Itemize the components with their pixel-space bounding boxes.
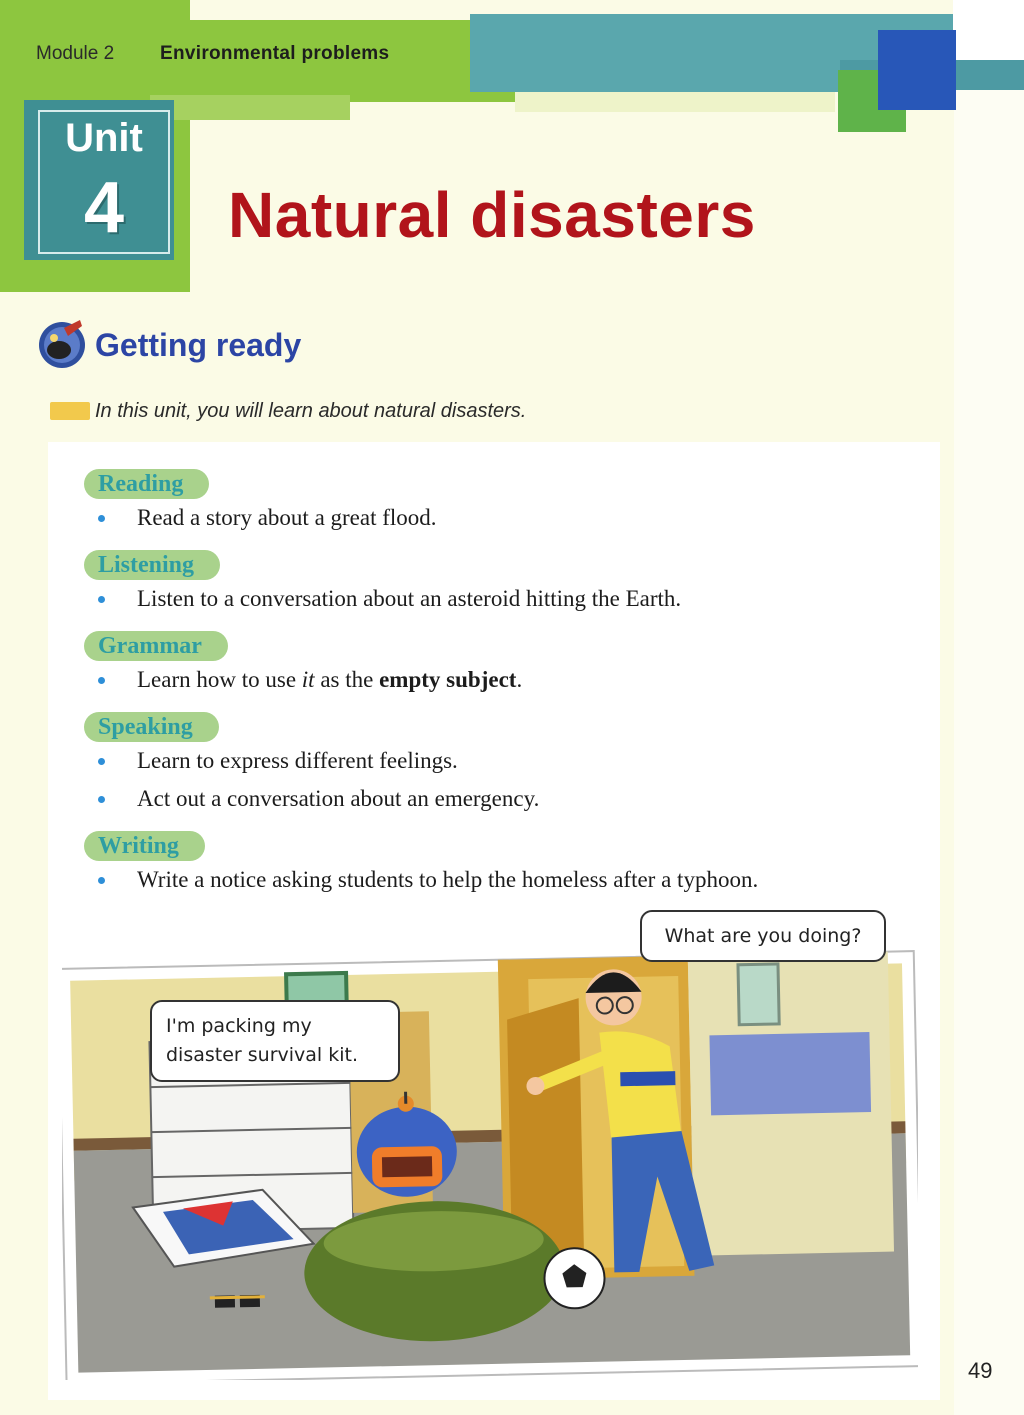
getting-ready-heading: Getting ready [95, 327, 302, 363]
bullet-text: Read a story about a great flood. [137, 505, 437, 530]
bullet-text-part: . [516, 667, 523, 692]
intro-marker [50, 402, 90, 420]
list-item [84, 661, 924, 699]
bullet-text-part: as the [314, 667, 380, 692]
page-margin [954, 0, 1024, 1415]
bullet-text-bold: empty subject [379, 667, 517, 692]
bullet-icon [98, 515, 105, 522]
bullet-text-italic: it [301, 667, 315, 692]
bullet-icon [98, 677, 105, 684]
list-item [84, 742, 924, 780]
speech-bubble-line: I'm packing my [166, 1015, 312, 1037]
header-gap [953, 0, 1024, 60]
bullet-text: Listen to a conversation about an asteroid hitting the Earth. [137, 586, 682, 611]
bullet-text: Write a notice asking students to help the homeless after a typhoon. [137, 867, 759, 892]
header-band-green-lower [150, 95, 350, 120]
section-listening [84, 550, 924, 618]
section-writing [84, 831, 924, 899]
list-item [84, 861, 924, 899]
page-number: 49 [968, 1358, 993, 1383]
bullet-icon [98, 758, 105, 765]
section-grammar [84, 631, 924, 699]
section-tag: Listening [84, 550, 220, 580]
getting-ready-icon [34, 318, 90, 370]
bullet-text: Learn to express different feelings. [137, 748, 458, 773]
bullet-icon [98, 596, 105, 603]
bullet-text-part: Learn how to use [137, 667, 302, 692]
unit-word: Unit [65, 116, 143, 160]
module-title: Environmental problems [160, 43, 390, 64]
speech-bubble-robot [150, 1000, 400, 1082]
speech-bubble-line: disaster survival kit. [166, 1044, 359, 1066]
section-tag: Reading [84, 469, 209, 499]
bullet-icon [98, 796, 105, 803]
speech-bubble-boy: What are you doing? [640, 910, 886, 962]
bullet-text [137, 661, 522, 699]
section-speaking [84, 712, 924, 818]
unit-number: 4 [83, 168, 125, 248]
list-item [84, 499, 924, 537]
page-title: Natural disasters [228, 179, 756, 251]
section-reading [84, 469, 924, 537]
intro-text: In this unit, you will learn about natural disasters. [95, 400, 527, 422]
header-band-pale [515, 92, 835, 112]
module-label: Module 2 [36, 43, 115, 64]
section-tag: Writing [84, 831, 205, 861]
section-tag: Speaking [84, 712, 219, 742]
header-square-blue [878, 30, 956, 110]
list-item [84, 780, 924, 818]
list-item [84, 580, 924, 618]
bullet-icon [98, 877, 105, 884]
section-tag: Grammar [84, 631, 228, 661]
bullet-text: Act out a conversation about an emergency. [137, 786, 540, 811]
